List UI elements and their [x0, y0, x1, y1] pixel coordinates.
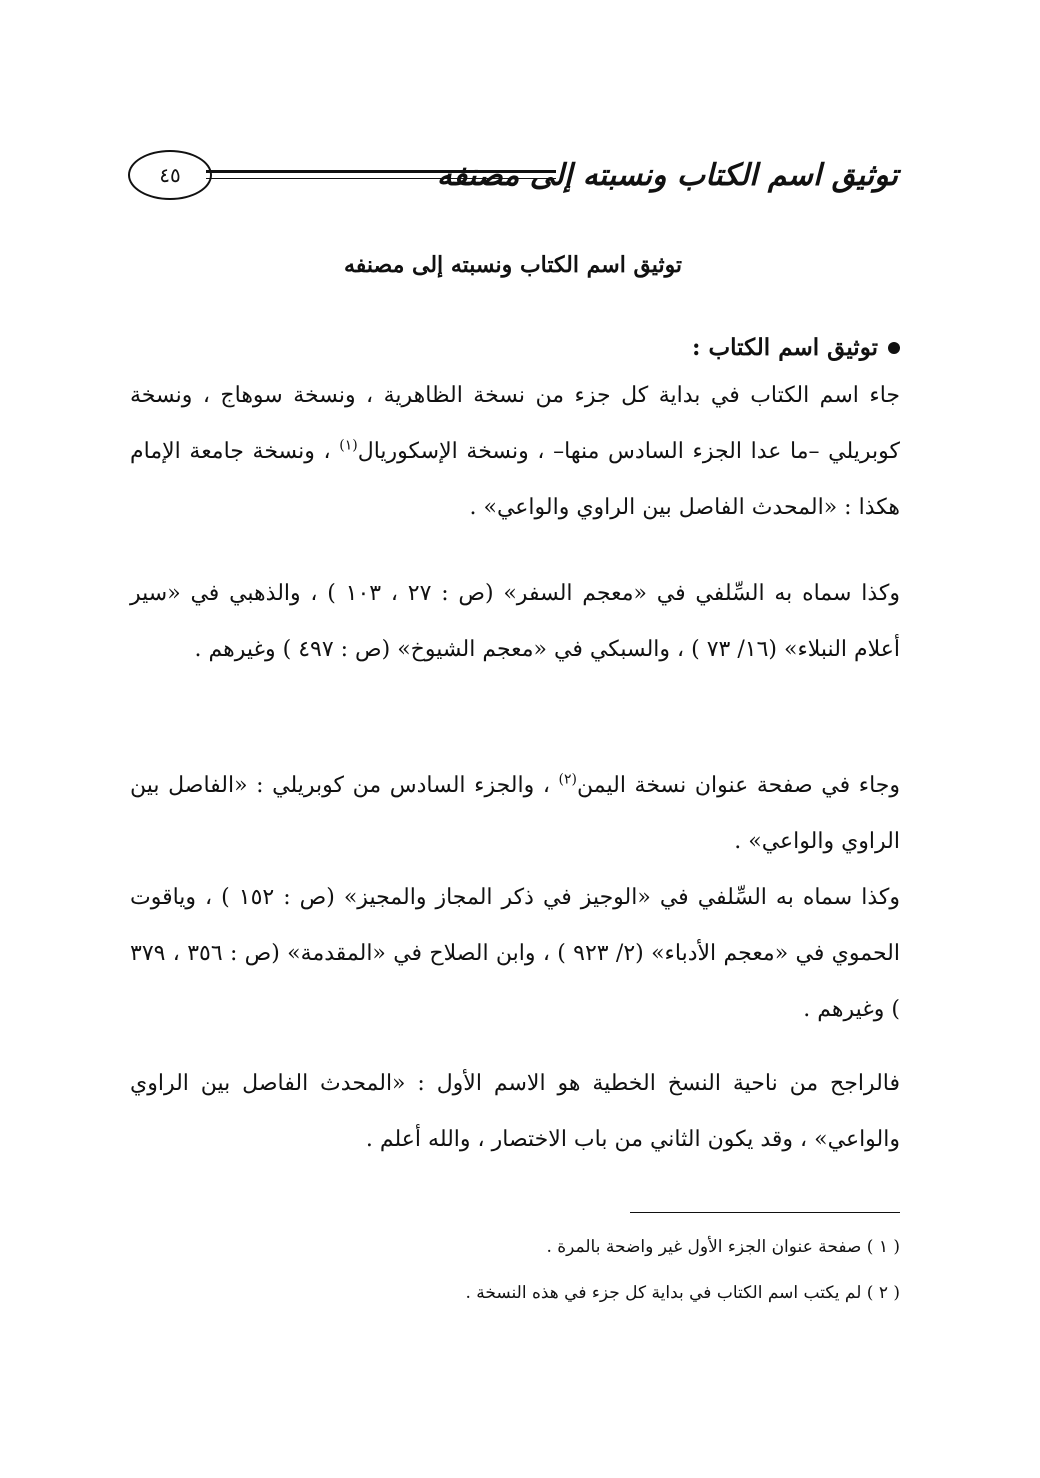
header-rule-thick: [206, 170, 556, 173]
subheading: [692, 334, 900, 361]
footnote-ref-2: (٢): [558, 771, 578, 788]
paragraph-4: [130, 870, 900, 1038]
footnote-2: ( ٢ ) لم يكتب اسم الكتاب في بداية كل جزء في هذه النسخة .: [465, 1283, 900, 1303]
paragraph-3: [130, 758, 900, 870]
footnote-separator: [630, 1212, 900, 1213]
paragraph-3-text: وجاء في صفحة عنوان نسخة اليمن: [577, 773, 900, 798]
page-header: [128, 150, 898, 214]
footnote-1: ( ١ ) صفحة عنوان الجزء الأول غير واضحة بالمرة .: [546, 1237, 900, 1257]
running-title: توثيق اسم الكتاب ونسبته إلى مصنفه: [436, 158, 898, 193]
paragraph-5-text: فالراجح من ناحية النسخ الخطية هو الاسم الأول : «المحدث الفاصل بين الراوي والواعي» ، وقد يكون الثاني من باب الاختصار ، والله أعلم .: [130, 1071, 900, 1152]
paragraph-4-text: وكذا سماه به السِّلفي في «الوجيز في ذكر المجاز والمجيز» (ص : ١٥٢ ) ، وياقوت الحموي في «معجم الأدباء» (٢/ ٩٢٣ ) ، وابن الصلاح في «المقدمة» (ص : ٣٥٦ ، ٣٧٩ ) وغيرهم .: [130, 885, 900, 1022]
page-number-badge: [128, 150, 212, 200]
section-heading: توثيق اسم الكتاب ونسبته إلى مصنفه: [343, 252, 683, 278]
paragraph-5: [130, 1056, 900, 1168]
page-number: ٤٥: [159, 163, 181, 187]
paragraph-1: [130, 368, 900, 536]
paragraph-2: [130, 566, 900, 678]
paragraph-1-text-cont: ، ونسخة جامعة الإمام هكذا : «المحدث الفاصل بين الراوي والواعي» .: [130, 439, 900, 520]
header-rule-thin: [206, 178, 556, 179]
paragraph-2-text: وكذا سماه به السِّلفي في «معجم السفر» (ص : ٢٧ ، ١٠٣ ) ، والذهبي في «سير أعلام النبلاء» (١٦/ ٧٣ ) ، والسبكي في «معجم الشيوخ» (ص : ٤٩٧ ) وغيرهم .: [130, 581, 900, 662]
subheading-text: توثيق اسم الكتاب :: [692, 334, 878, 361]
paragraph-1-text: جاء اسم الكتاب في بداية كل جزء من نسخة الظاهرية ، ونسخة سوهاج ، ونسخة كوبريلي –ما عدا الجزء السادس منها– ، ونسخة الإسكوريال: [130, 383, 900, 464]
footnote-ref-1: (١): [339, 437, 358, 454]
bullet-icon: [888, 342, 900, 354]
paragraph-3-text-cont: ، والجزء السادس من كوبريلي : «الفاصل بين الراوي والواعي» .: [130, 773, 900, 854]
